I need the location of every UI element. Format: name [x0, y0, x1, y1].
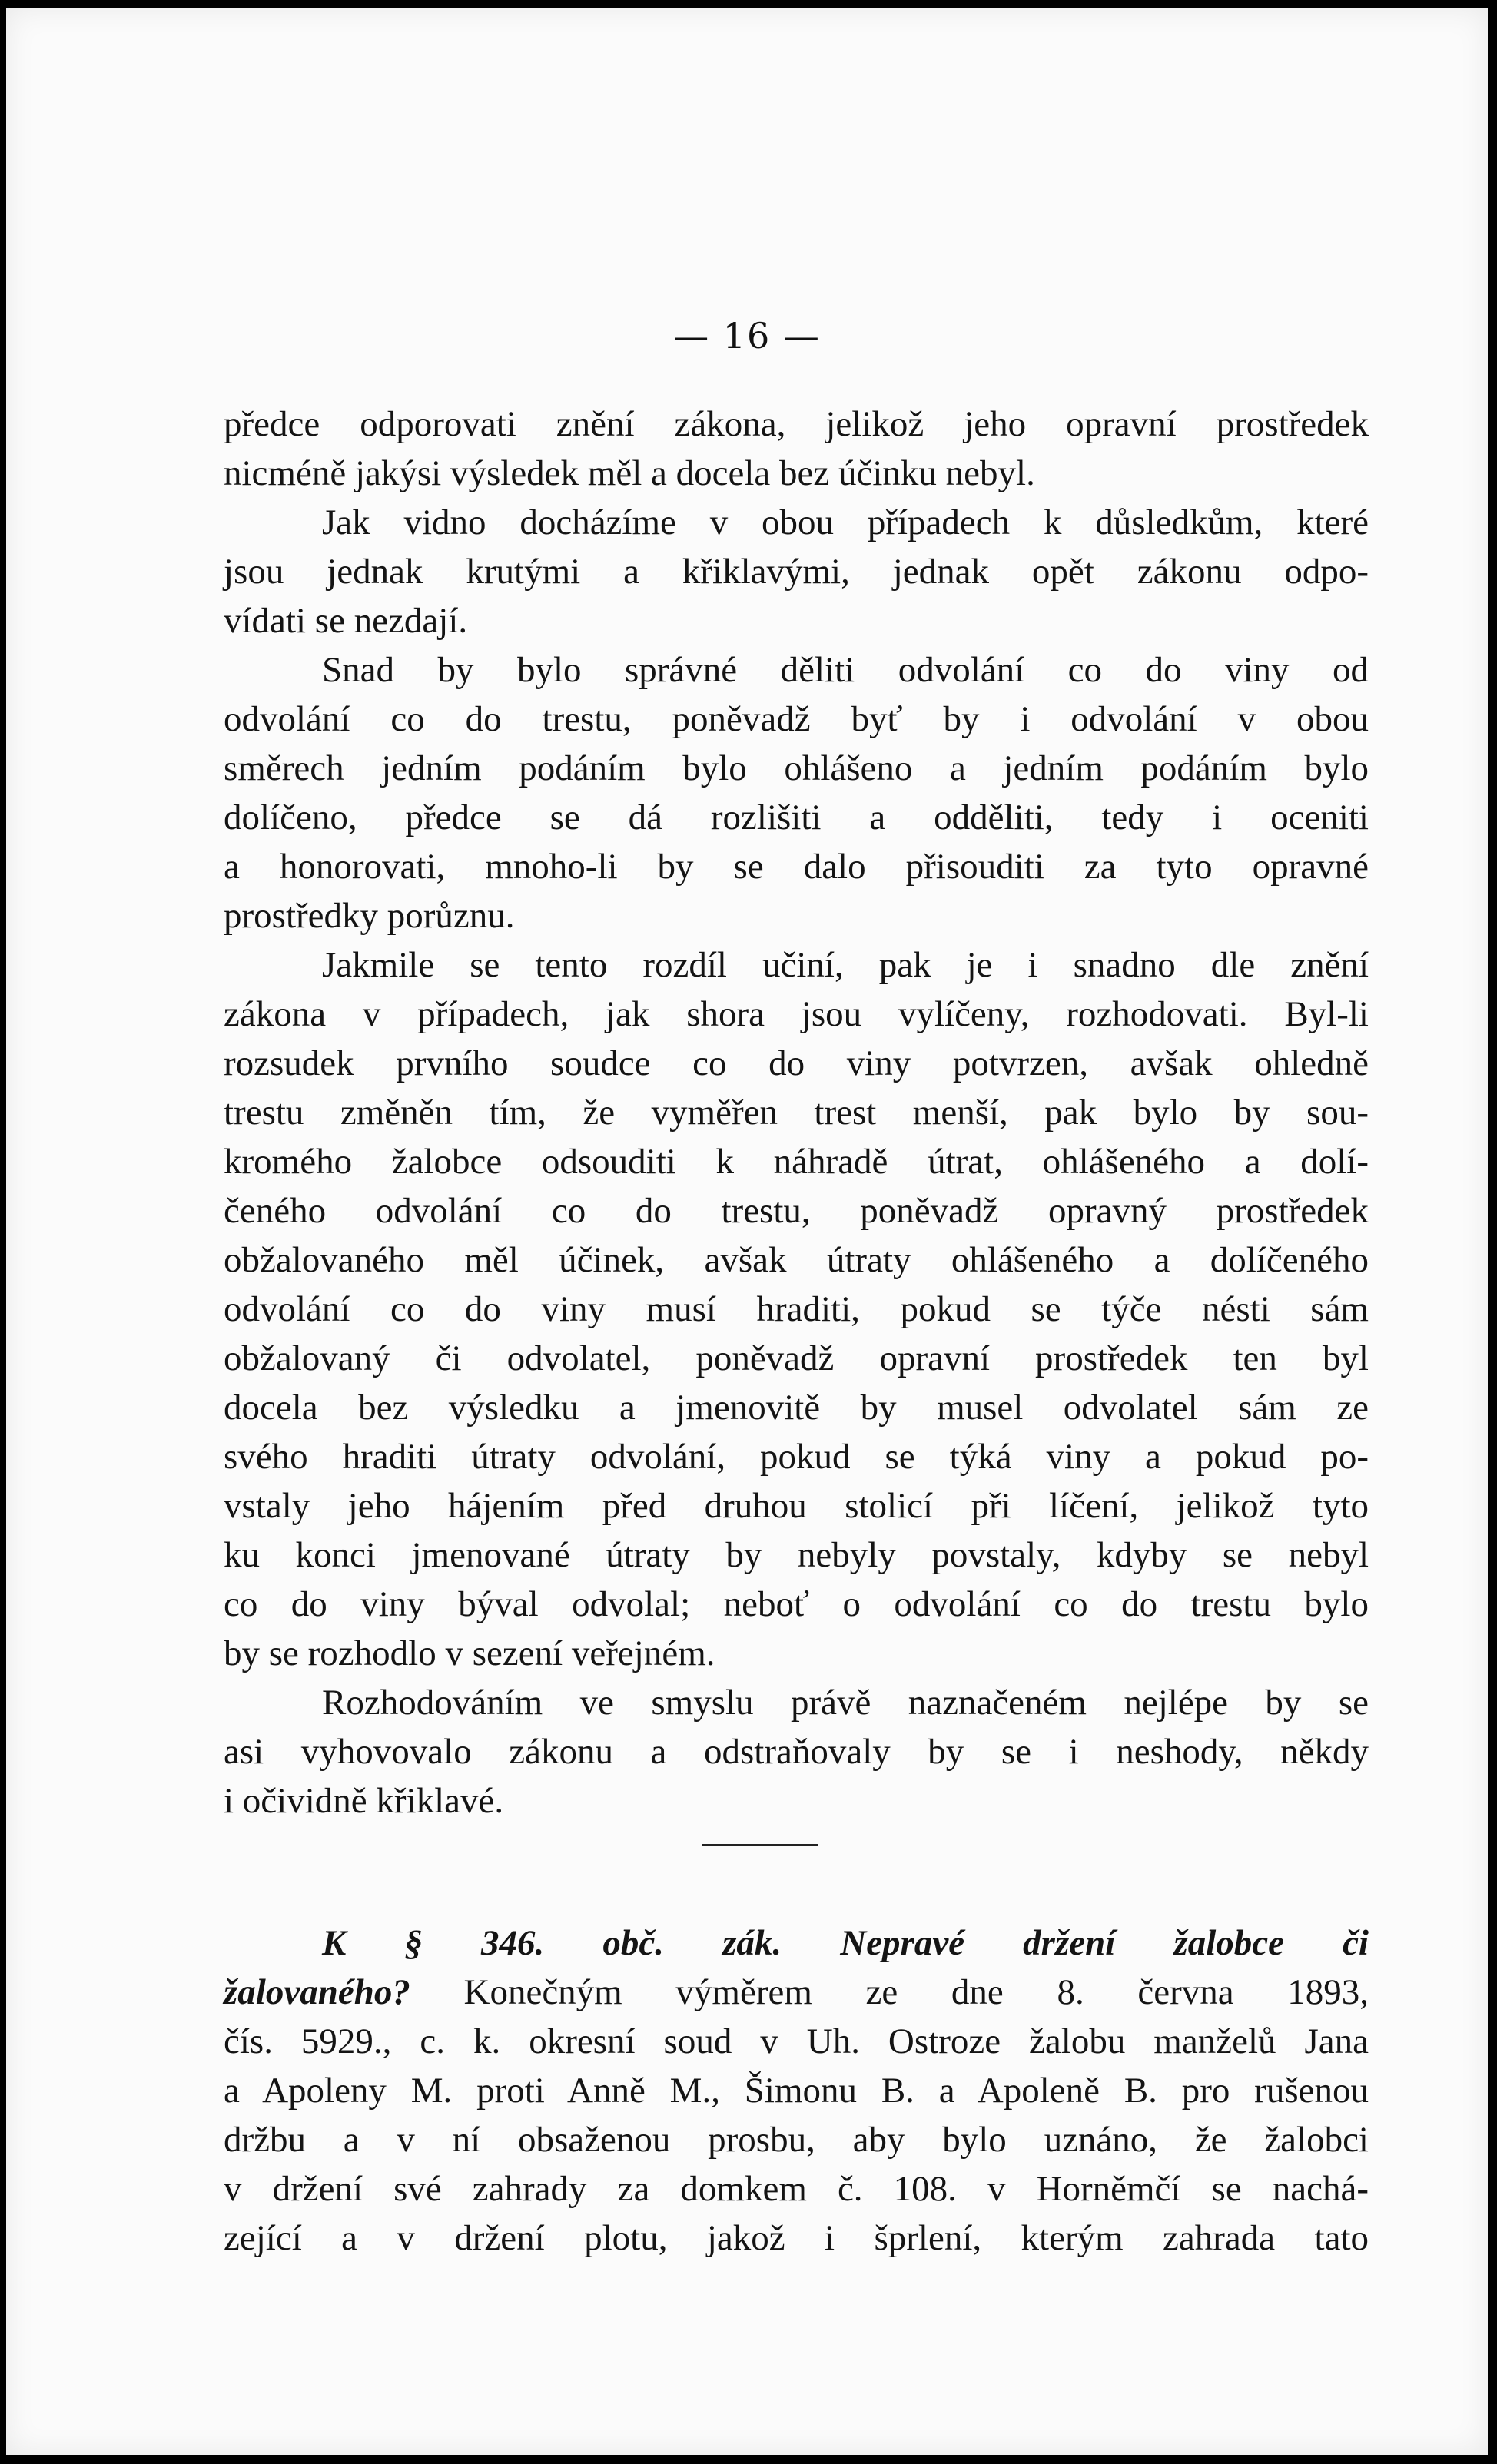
text-line: dolíčeno, předce se dá rozlišiti a odděliti, tedy i oceniti	[224, 798, 1369, 837]
section-heading-italic: žalovaného?	[224, 1972, 410, 2012]
text-line: předce odporovati znění zákona, jelikož jeho opravní prostředek	[224, 404, 1369, 444]
text-line: čís. 5929., c. k. okresní soud v Uh. Ostroze žalobu manželů Jana	[224, 2021, 1369, 2061]
text-line: trestu změněn tím, že vyměřen trest menší, pak bylo by sou-	[224, 1093, 1369, 1133]
text-line: obžalovaný či odvolatel, poněvadž opravní prostředek ten byl	[224, 1338, 1369, 1378]
text-line: rozsudek prvního soudce co do viny potvrzen, avšak ohledně	[224, 1043, 1369, 1083]
text-line: nicméně jakýsi výsledek měl a docela bez účinku nebyl.	[224, 453, 1035, 493]
text-line: čeného odvolání co do trestu, poněvadž opravný prostředek	[224, 1191, 1369, 1231]
text-line: v držení své zahrady za domkem č. 108. v Horněmčí se nachá-	[224, 2169, 1369, 2209]
text-line: prostředky porůznu.	[224, 896, 515, 936]
text-line: vstaly jeho hájením před druhou stolicí při líčení, jelikož tyto	[224, 1486, 1369, 1526]
text-line: co do viny býval odvolal; neboť o odvolání co do trestu bylo	[224, 1584, 1369, 1624]
section-divider	[702, 1844, 818, 1846]
text-line: asi vyhovovalo zákonu a odstraňovaly by se i neshody, někdy	[224, 1732, 1369, 1772]
text-line: odvolání co do trestu, poněvadž byť by i odvolání v obou	[224, 699, 1369, 739]
section-heading-rest: Konečným výměrem ze dne 8. června 1893,	[410, 1972, 1369, 2012]
page-number: — 16 —	[673, 315, 821, 357]
body-text	[224, 400, 1369, 1826]
text-line: držbu a v ní obsaženou prosbu, aby bylo uznáno, že žalobci	[224, 2120, 1369, 2160]
text-line: obžalovaného měl účinek, avšak útraty ohlášeného a dolíčeného	[224, 1240, 1369, 1280]
text-line: kromého žalobce odsouditi k náhradě útrat, ohlášeného a dolí-	[224, 1142, 1369, 1182]
book-page	[6, 8, 1488, 2455]
text-line: jsou jednak krutými a křiklavými, jednak opět zákonu odpo-	[224, 552, 1369, 592]
text-line: svého hraditi útraty odvolání, pokud se týká viny a pokud po-	[224, 1437, 1369, 1477]
text-line: Jak vidno docházíme v obou případech k důsledkům, které	[322, 502, 1369, 542]
section-heading: K § 346. obč. zák. Nepravé držení žalobce či	[322, 1923, 1369, 1963]
text-line: i očividně křiklavé.	[224, 1781, 504, 1821]
text-line: Snad by bylo správné děliti odvolání co do viny od	[322, 650, 1369, 690]
text-line: zející a v držení plotu, jakož i šprlení, kterým zahrada tato	[224, 2218, 1369, 2258]
text-line: odvolání co do viny musí hraditi, pokud se týče nésti sám	[224, 1289, 1369, 1329]
text-line: a honorovati, mnoho-li by se dalo přisouditi za tyto opravné	[224, 847, 1369, 887]
text-line: zákona v případech, jak shora jsou vylíčeny, rozhodovati. Byl-li	[224, 994, 1369, 1034]
text-line: směrech jedním podáním bylo ohlášeno a jedním podáním bylo	[224, 748, 1369, 788]
text-line: by se rozhodlo v sezení veřejném.	[224, 1633, 715, 1673]
text-line: vídati se nezdají.	[224, 601, 468, 641]
text-line: docela bez výsledku a jmenovitě by musel odvolatel sám ze	[224, 1388, 1369, 1428]
text-line: a Apoleny M. proti Anně M., Šimonu B. a Apoleně B. pro rušenou	[224, 2071, 1369, 2111]
text-line: Rozhodováním ve smyslu právě naznačeném nejlépe by se	[322, 1683, 1369, 1723]
text-line: ku konci jmenované útraty by nebyly povstaly, kdyby se nebyl	[224, 1535, 1369, 1575]
section-heading-continued	[224, 1968, 1369, 2017]
text-line: Jakmile se tento rozdíl učiní, pak je i snadno dle znění	[322, 945, 1369, 985]
section-text	[224, 1918, 1369, 2263]
